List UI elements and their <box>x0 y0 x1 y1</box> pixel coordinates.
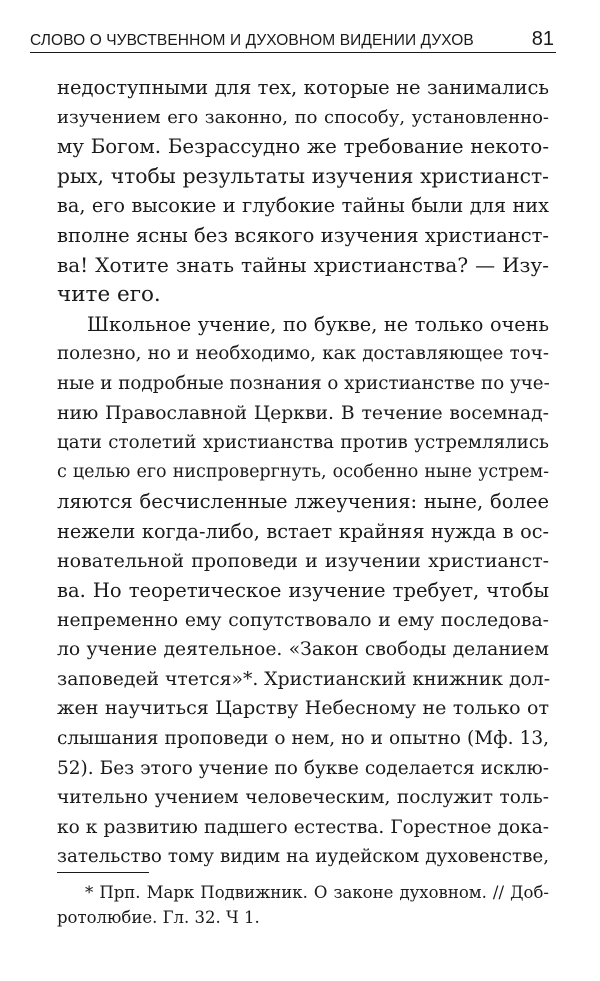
text-line: чительно учением человеческим, послужит толь- <box>57 787 549 809</box>
text-line: цати столетий христианства против устремлялись <box>57 432 549 454</box>
paragraph-1 <box>57 73 549 310</box>
footnote-separator <box>57 872 149 873</box>
text-line: недоступными для тех, которые не занимались <box>57 76 549 99</box>
text-line: ло учение деятельное. «Закон свободы деланием <box>57 639 549 661</box>
footnote-line: * Прп. Марк Подвижник. О законе духовном. // Доб- <box>85 883 549 902</box>
text-line: ные и подробные познания о христианстве по уче- <box>57 372 550 394</box>
text-line: рых, чтобы результаты изучения христианст- <box>57 163 549 188</box>
text-line: жен научиться Царству Небесному не только от <box>57 697 549 720</box>
running-title: СЛОВО О ЧУВСТВЕННОМ И ДУХОВНОМ ВИДЕНИИ ДУХОВ <box>30 32 474 49</box>
text-line: непременно ему сопутствовало и ему последова- <box>57 609 549 631</box>
text-line: изучением его законно, по способу, установленно- <box>57 106 549 128</box>
text-line: с целью его ниспровергнуть, особенно ныне устрем- <box>57 461 549 482</box>
text-line: ляются бесчисленные лжеучения: ныне, более <box>57 490 549 514</box>
text-line: вполне ясны без всякого изучения христианст- <box>57 223 549 247</box>
text-line: полезно, но и необходимо, как доставляющее точ- <box>57 343 549 365</box>
text-line: нию Православной Церкви. В течение восемнад- <box>57 402 549 424</box>
text-line: заповедей чтется»*. Христианский книжник дол- <box>57 668 551 690</box>
text-line: ва! Хотите знать тайны христианства? — Изу- <box>57 252 549 277</box>
text-line: чите его. <box>57 282 161 308</box>
text-line: нежели когда-либо, встает крайняя нужда в ос- <box>57 519 549 543</box>
text-line: ва, его высокие и глубокие тайны были для них <box>57 194 549 218</box>
text-line: ва. Но теоретическое изучение требует, чтобы <box>57 579 549 603</box>
paragraph-2 <box>57 310 549 872</box>
text-line: слышания проповеди о нем, но и опытно (Мф. 13, <box>57 728 549 750</box>
footnote <box>57 880 549 930</box>
text-line: новательной проповеди и изучении христианст- <box>57 549 549 572</box>
footnote-line: ротолюбие. Гл. 32. Ч 1. <box>57 908 260 927</box>
running-header <box>30 16 556 53</box>
body-text <box>57 73 549 872</box>
page-number: 81 <box>531 28 554 50</box>
text-line: му Богом. Безрассудно же требование некото- <box>57 135 549 159</box>
text-line: зательство тому видим на иудейском духовенстве, <box>57 846 549 868</box>
text-line: ко к развитию падшего естества. Горестное дока- <box>57 816 549 838</box>
text-line: Школьное учение, по букве, не только очень <box>87 312 549 336</box>
text-line: 52). Без этого учение по букве соделается исклю- <box>57 757 549 779</box>
